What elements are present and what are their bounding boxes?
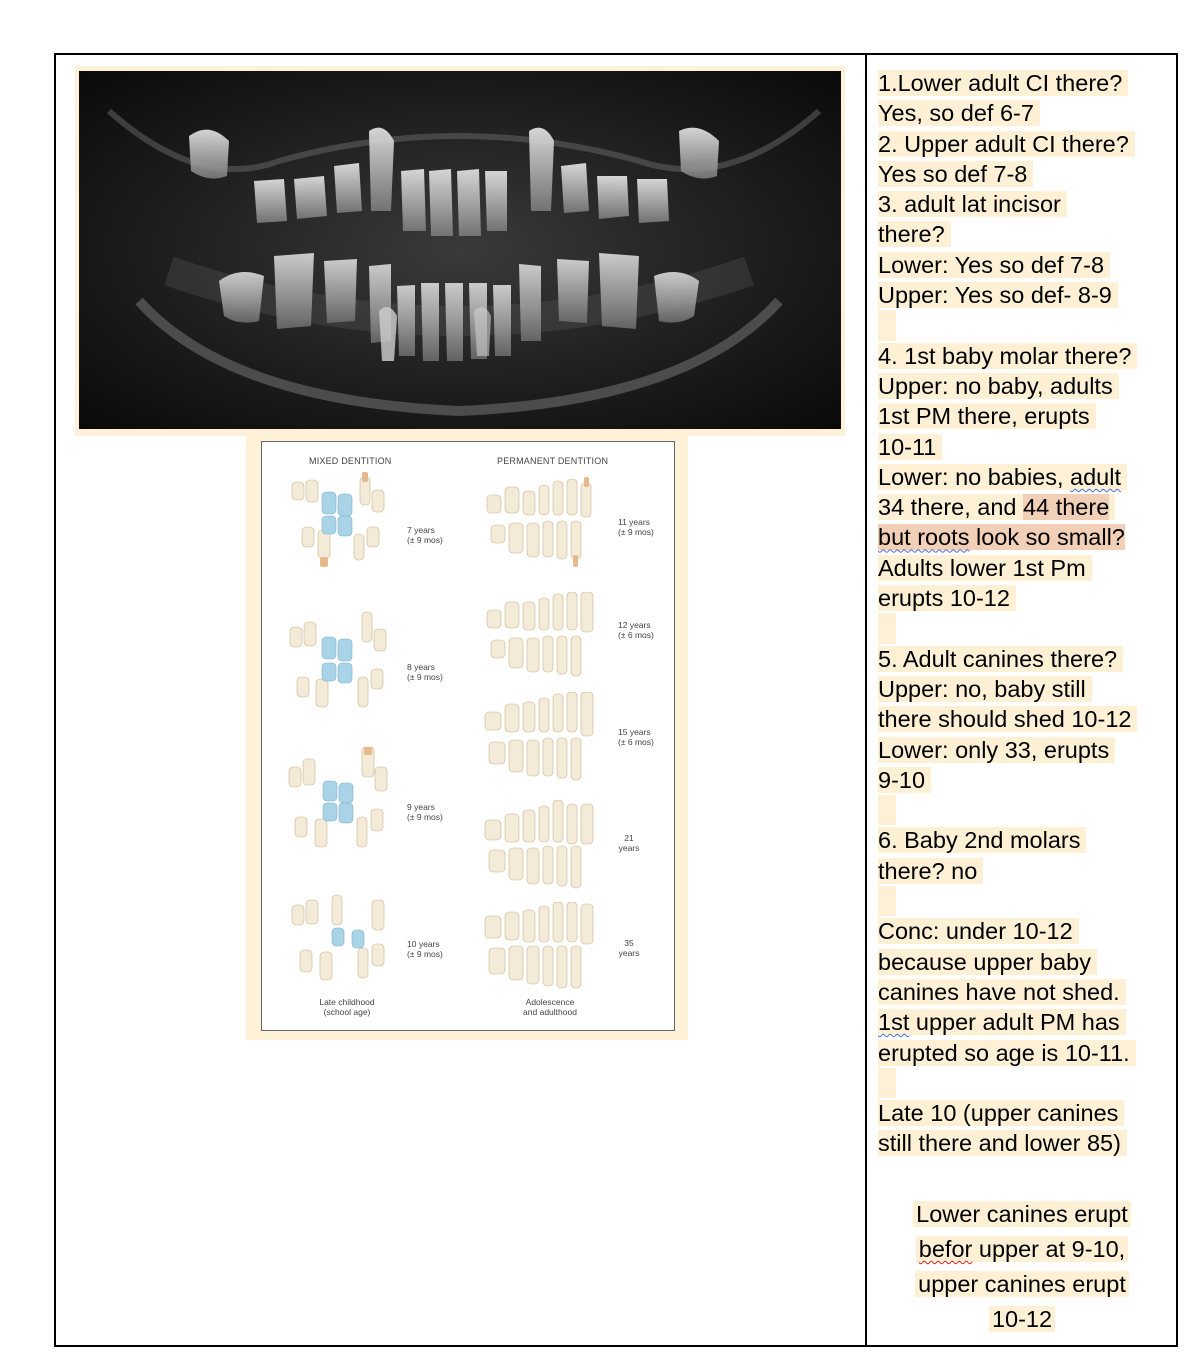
- note-line: [878, 583, 1168, 613]
- note-line: [878, 371, 1168, 401]
- footer-line: Adolescence: [525, 997, 575, 1007]
- permanent-11-years-illustration: [477, 477, 617, 572]
- dentition-chart: [261, 441, 675, 1031]
- note-line: [878, 492, 1168, 522]
- note-text: because upper baby: [878, 949, 1097, 975]
- note-text: canines have not shed.: [878, 979, 1126, 1005]
- note-line: [878, 1128, 1168, 1158]
- note-text: 4. 1st baby molar there?: [878, 343, 1137, 369]
- note-text: upper at 9-10,: [972, 1236, 1126, 1262]
- permanent-35-years-illustration: [477, 902, 617, 997]
- stage-age: 21: [624, 833, 634, 843]
- note-text: 10-11: [878, 434, 942, 460]
- permanent-dentition-title: PERMANENT DENTITION: [497, 456, 609, 466]
- mixed-9-years-illustration: [267, 747, 412, 857]
- note-text: Lower: Yes so def 7-8: [878, 252, 1110, 278]
- note-line: [878, 704, 1168, 734]
- note-line: [878, 1007, 1168, 1037]
- note-line: [878, 219, 1168, 249]
- footer-line: (school age): [323, 1007, 371, 1017]
- note-text: 34 there, and: [878, 494, 1024, 521]
- note-line: [878, 522, 1168, 552]
- note-text: Lower canines erupt: [913, 1201, 1131, 1227]
- panoramic-xray-image: [79, 71, 841, 429]
- note-blank-line: [878, 310, 1168, 340]
- stage-age: 15 years: [618, 727, 651, 737]
- note-text: Adults lower 1st Pm: [878, 555, 1092, 581]
- note-text-flagged[interactable]: but roots: [878, 524, 970, 551]
- permanent-stage-21: [614, 833, 644, 853]
- mixed-stage-8: [407, 662, 443, 682]
- note-line: [878, 280, 1168, 310]
- note-text: 9-10: [878, 767, 931, 793]
- note-line: [878, 462, 1168, 492]
- note-line: [902, 1232, 1142, 1267]
- note-text: Lower: no babies,: [878, 463, 1071, 490]
- note-line: [878, 765, 1168, 795]
- permanent-stage-12: [618, 620, 654, 640]
- note-text: Yes so def 7-8: [878, 161, 1033, 187]
- mixed-8-years-illustration: [272, 607, 412, 717]
- note-line: [878, 401, 1168, 431]
- stage-range: (± 9 mos): [407, 672, 443, 682]
- note-text: Upper: no baby, adults: [878, 373, 1119, 399]
- stage-age: 11 years: [618, 517, 650, 527]
- permanent-stage-35: [614, 938, 644, 958]
- note-text: erupted so age is 10-11.: [878, 1040, 1136, 1066]
- note-line: [878, 1098, 1168, 1128]
- stage-age: 7 years: [407, 525, 435, 535]
- note-blank-line: [878, 1068, 1168, 1098]
- note-line: [878, 341, 1168, 371]
- footer-adolescence: [490, 997, 610, 1017]
- note-text: there should shed 10-12: [878, 706, 1137, 732]
- stage-range: (± 6 mos): [618, 737, 654, 747]
- note-text: upper adult PM has: [909, 1009, 1120, 1036]
- mixed-dentition-title: MIXED DENTITION: [309, 456, 392, 466]
- note-line: [878, 735, 1168, 765]
- stage-age: 9 years: [407, 802, 435, 812]
- note-text-flagged[interactable]: adult: [1070, 463, 1122, 490]
- note-text: 3. adult lat incisor: [878, 191, 1067, 217]
- xray-image-frame: [75, 66, 845, 436]
- note-line: [878, 98, 1168, 128]
- note-line: [902, 1302, 1142, 1337]
- note-line: [878, 553, 1168, 583]
- note-text: still there and lower 85): [878, 1130, 1127, 1156]
- note-line: [878, 856, 1168, 886]
- note-text: Late 10 (upper canines: [878, 1100, 1124, 1126]
- note-blank-line: [878, 795, 1168, 825]
- note-text: upper canines erupt: [915, 1271, 1129, 1297]
- stage-range: (± 9 mos): [407, 949, 443, 959]
- mixed-stage-10: [407, 939, 443, 959]
- note-text: Upper: no, baby still: [878, 676, 1092, 702]
- note-line: [878, 644, 1168, 674]
- note-text: Conc: under 10-12: [878, 918, 1079, 944]
- footer-line: and adulthood: [523, 1007, 577, 1017]
- note-text: 10-12: [989, 1306, 1055, 1332]
- stage-range: (± 6 mos): [618, 630, 654, 640]
- mixed-stage-9: [407, 802, 443, 822]
- dentition-chart-frame: [246, 434, 688, 1040]
- note-line: [878, 189, 1168, 219]
- note-blank-line: [878, 886, 1168, 916]
- stage-age: 35: [624, 938, 634, 948]
- note-text-flagged[interactable]: 1st: [878, 1009, 910, 1036]
- note-text: 1.Lower adult CI there?: [878, 70, 1128, 96]
- note-text: there?: [878, 221, 951, 247]
- note-line: [878, 432, 1168, 462]
- note-line: [902, 1267, 1142, 1302]
- notes-column: [878, 68, 1168, 1159]
- permanent-stage-11: [618, 517, 654, 537]
- note-line: [902, 1197, 1142, 1232]
- column-divider: [865, 53, 867, 1347]
- stage-range: (± 9 mos): [407, 812, 443, 822]
- note-text: Lower: only 33, erupts: [878, 737, 1115, 763]
- mixed-10-years-illustration: [272, 890, 412, 990]
- note-text: erupts 10-12: [878, 585, 1016, 611]
- mixed-stage-7: [407, 525, 443, 545]
- note-text: 6. Baby 2nd molars: [878, 827, 1086, 853]
- permanent-stage-15: [618, 727, 654, 747]
- permanent-15-years-illustration: [477, 692, 617, 792]
- note-line: [878, 825, 1168, 855]
- note-line: [878, 977, 1168, 1007]
- footer-late-childhood: [287, 997, 407, 1017]
- note-line: [878, 250, 1168, 280]
- mixed-7-years-illustration: [272, 472, 412, 572]
- stage-range: (± 9 mos): [407, 535, 443, 545]
- stage-age: 12 years: [618, 620, 651, 630]
- note-text-highlighted: 44 there: [1023, 494, 1110, 521]
- permanent-21-years-illustration: [477, 800, 617, 895]
- centered-canine-note: [902, 1197, 1142, 1337]
- note-text: Yes, so def 6-7: [878, 100, 1040, 126]
- footer-line: Late childhood: [319, 997, 375, 1007]
- stage-range: years: [618, 843, 640, 853]
- note-text-highlighted: look so small?: [969, 524, 1125, 551]
- note-text: 1st PM there, erupts: [878, 403, 1096, 429]
- stage-range: (± 9 mos): [618, 527, 654, 537]
- stage-range: years: [618, 948, 640, 958]
- note-line: [878, 68, 1168, 98]
- note-line: [878, 674, 1168, 704]
- permanent-12-years-illustration: [477, 592, 617, 687]
- note-text: 5. Adult canines there?: [878, 646, 1123, 672]
- note-line: [878, 129, 1168, 159]
- note-text-misspelled[interactable]: befor: [918, 1236, 973, 1262]
- note-line: [878, 1038, 1168, 1068]
- stage-age: 10 years: [407, 939, 440, 949]
- note-blank-line: [878, 613, 1168, 643]
- note-text: 2. Upper adult CI there?: [878, 131, 1135, 157]
- note-text: Upper: Yes so def- 8-9: [878, 282, 1118, 308]
- stage-age: 8 years: [407, 662, 435, 672]
- note-line: [878, 916, 1168, 946]
- note-line: [878, 947, 1168, 977]
- note-text: there? no: [878, 858, 983, 884]
- note-line: [878, 159, 1168, 189]
